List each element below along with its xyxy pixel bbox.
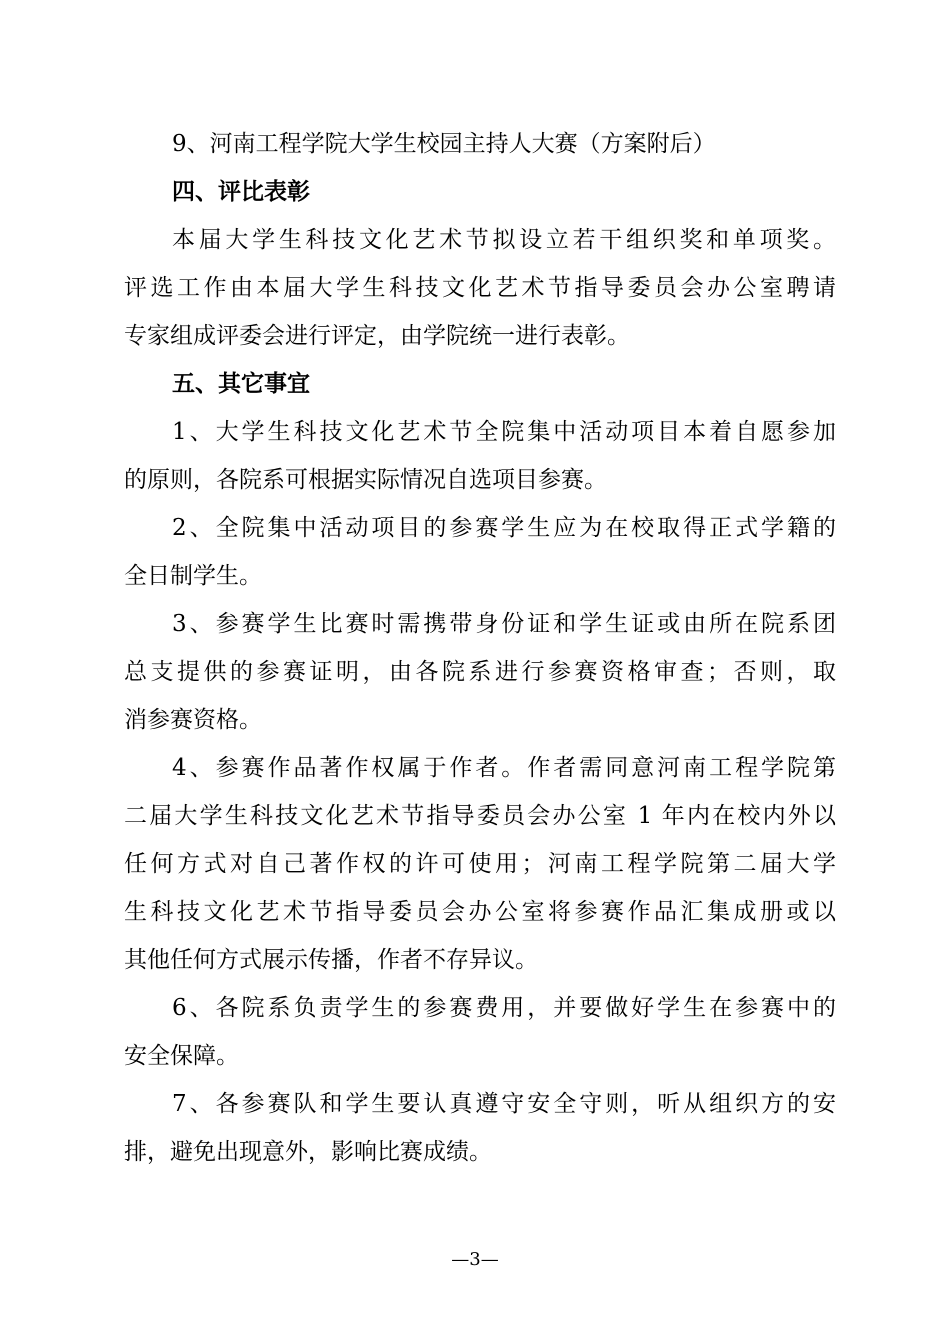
- text-line: 本届大学生科技文化艺术节拟设立若干组织奖和单项奖。: [172, 227, 836, 253]
- text-line: 排，避免出现意外，影响比赛成绩。: [124, 1139, 492, 1165]
- text-line: 全日制学生。: [124, 563, 262, 589]
- text-line: 其他任何方式展示传播，作者不存异议。: [124, 947, 538, 973]
- text-line: 3、参赛学生比赛时需携带身份证和学生证或由所在院系团: [172, 611, 836, 637]
- text-line: 7、各参赛队和学生要认真遵守安全守则，听从组织方的安: [172, 1091, 836, 1117]
- text-line: 生科技文化艺术节指导委员会办公室将参赛作品汇集成册或以: [124, 899, 836, 925]
- text-line: 6、各院系负责学生的参赛费用，并要做好学生在参赛中的: [172, 995, 836, 1021]
- text-line: 任何方式对自己著作权的许可使用；河南工程学院第二届大学: [124, 851, 836, 877]
- text-line: 专家组成评委会进行评定，由学院统一进行表彰。: [124, 323, 630, 349]
- text-line: 评选工作由本届大学生科技文化艺术节指导委员会办公室聘请: [124, 275, 836, 301]
- text-line: 4、参赛作品著作权属于作者。作者需同意河南工程学院第: [172, 755, 836, 781]
- page-number: —3—: [451, 1249, 499, 1270]
- text-line: 的原则，各院系可根据实际情况自选项目参赛。: [124, 467, 607, 493]
- section-heading: 五、其它事宜: [172, 371, 310, 397]
- text-line: 9、河南工程学院大学生校园主持人大赛（方案附后）: [172, 131, 716, 157]
- text-line: 消参赛资格。: [124, 707, 262, 733]
- text-line: 总支提供的参赛证明，由各院系进行参赛资格审查；否则，取: [124, 659, 836, 685]
- text-line: 1、大学生科技文化艺术节全院集中活动项目本着自愿参加: [172, 419, 836, 445]
- text-line: 安全保障。: [124, 1043, 239, 1069]
- text-line: 2、全院集中活动项目的参赛学生应为在校取得正式学籍的: [172, 515, 836, 541]
- text-line: 二届大学生科技文化艺术节指导委员会办公室 1 年内在校内外以: [124, 803, 836, 829]
- section-heading: 四、评比表彰: [172, 179, 310, 205]
- document-body: [124, 120, 836, 1176]
